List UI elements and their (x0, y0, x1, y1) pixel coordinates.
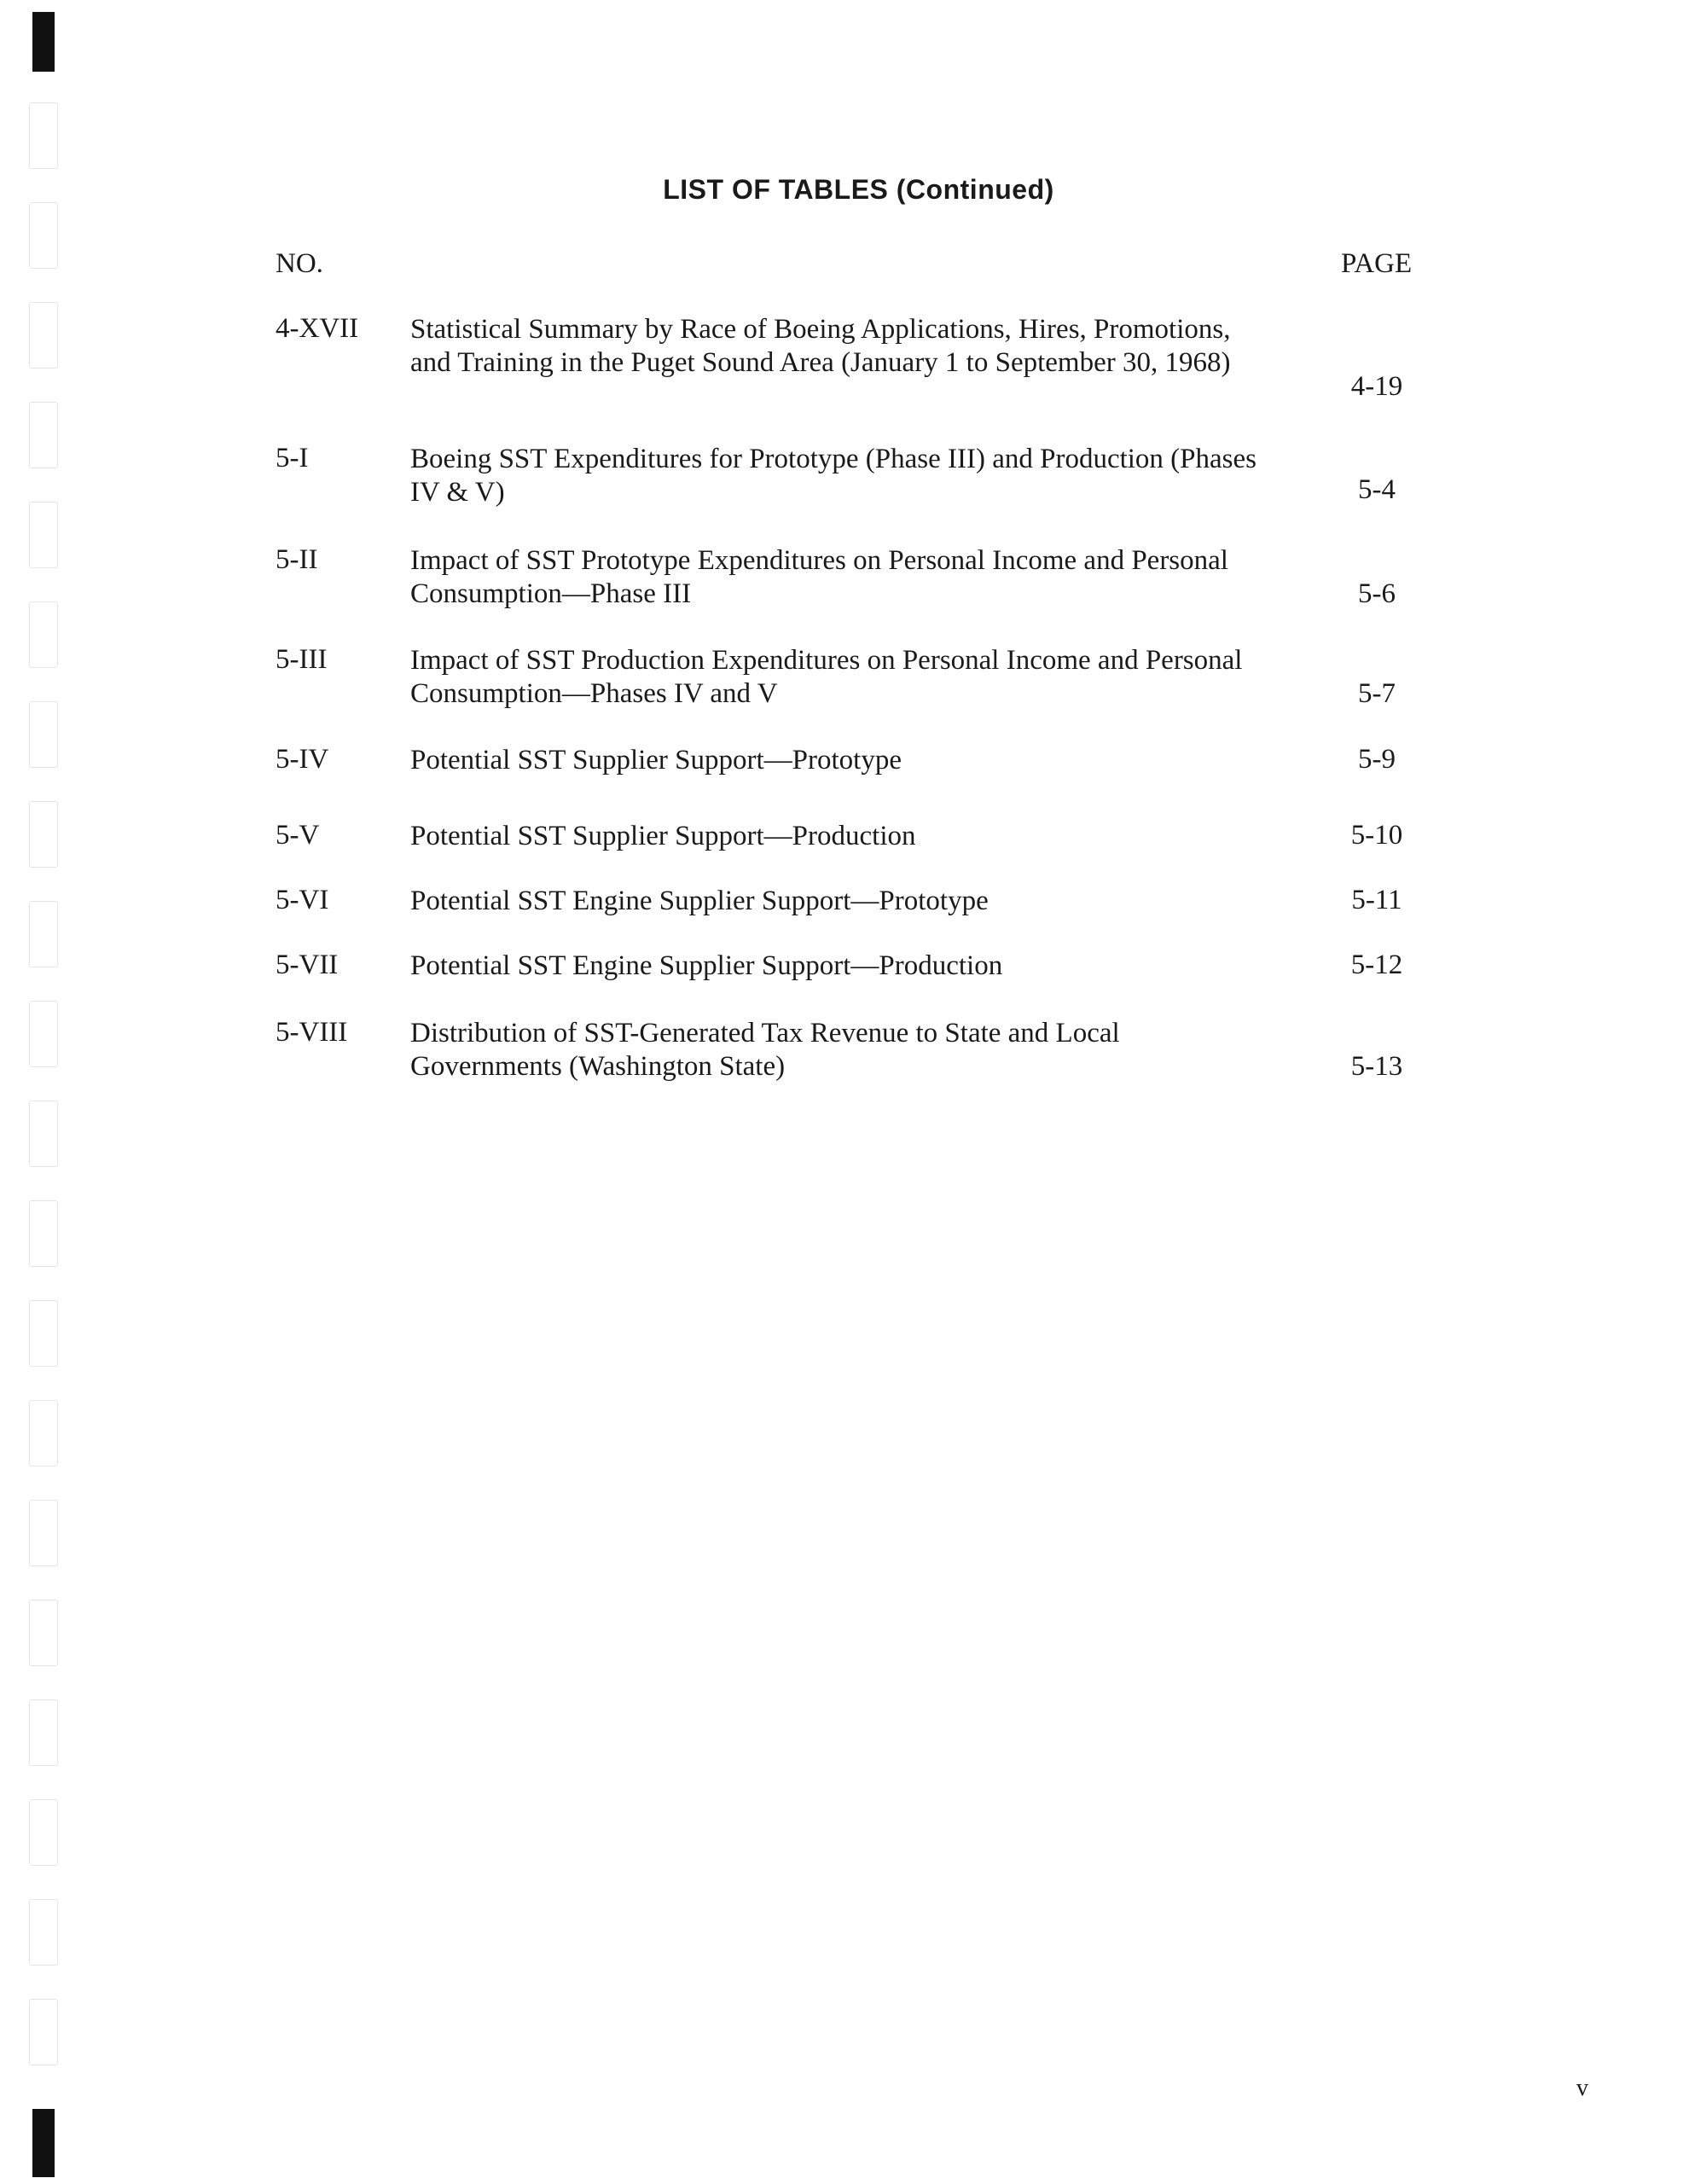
binding-frame (29, 801, 58, 868)
entry-description: Boeing SST Expenditures for Prototype (Phase III) and Production (Phases IV & V) (410, 444, 1256, 508)
entry-description: Potential SST Engine Supplier Support—Prototype (410, 886, 989, 916)
entry-number: 4-XVII (276, 313, 359, 344)
entry-page: 5-13 (1350, 1051, 1403, 1082)
entry-description: Potential SST Supplier Support—Production (410, 821, 916, 851)
binding-frame (29, 1400, 58, 1467)
entry-description: Potential SST Engine Supplier Support—Production (410, 950, 1003, 981)
binding-frame (29, 1600, 58, 1666)
column-header-no: NO. (276, 248, 323, 279)
entry-description: Distribution of SST-Generated Tax Revenue to State and Local Governments (Washington State) (410, 1018, 1120, 1082)
entry-description: Impact of SST Prototype Expenditures on Personal Income and Personal Consumption—Phase III (410, 545, 1228, 609)
binding-frame (29, 1899, 58, 1966)
entry-number: 5-II (276, 544, 318, 575)
binding-frame (29, 1500, 58, 1566)
entry-number: 5-I (276, 443, 309, 473)
binding-frame (29, 102, 58, 169)
binding-frame (29, 402, 58, 468)
binding-frame (29, 601, 58, 668)
binding-frame (29, 701, 58, 768)
entry-page: 5-6 (1358, 578, 1396, 609)
binding-frame (29, 202, 58, 269)
entry-description: Impact of SST Production Expenditures on Personal Income and Personal Consumption—Phases IV and V (410, 645, 1243, 709)
entry-page: 5-9 (1358, 744, 1396, 775)
entry-page: 5-11 (1351, 885, 1402, 915)
entry-page: 5-7 (1358, 678, 1396, 709)
binding-mark-top (32, 12, 55, 72)
binding-frame (29, 1699, 58, 1766)
binding-frame (29, 901, 58, 967)
binding-frame (29, 1999, 58, 2065)
entry-number: 5-IV (276, 744, 329, 775)
entry-page: 5-10 (1350, 820, 1403, 851)
page-folio: v (1576, 2075, 1588, 2101)
binding-frame (29, 1799, 58, 1866)
binding-frame (29, 1300, 58, 1367)
binding-frame (29, 1101, 58, 1167)
column-header-page: PAGE (1341, 248, 1413, 279)
binding-mark-bottom (32, 2109, 55, 2177)
binding-frame (29, 502, 58, 568)
entry-description: Statistical Summary by Race of Boeing Applications, Hires, Promotions, and Training in the Puget Sound Area (January 1 to September 30, 1968) (410, 314, 1231, 378)
entry-number: 5-V (276, 820, 320, 851)
entry-page: 5-4 (1358, 474, 1396, 505)
entry-page: 4-19 (1350, 371, 1403, 402)
binding-frame (29, 302, 58, 369)
entry-number: 5-III (276, 644, 328, 675)
entry-page: 5-12 (1350, 950, 1403, 980)
binding-frame (29, 1001, 58, 1067)
binding-frame (29, 1200, 58, 1267)
page-title: LIST OF TABLES (Continued) (663, 174, 1054, 205)
entry-description: Potential SST Supplier Support—Prototype (410, 745, 902, 775)
entry-number: 5-VII (276, 950, 339, 980)
entry-number: 5-VIII (276, 1017, 348, 1048)
entry-number: 5-VI (276, 885, 329, 915)
